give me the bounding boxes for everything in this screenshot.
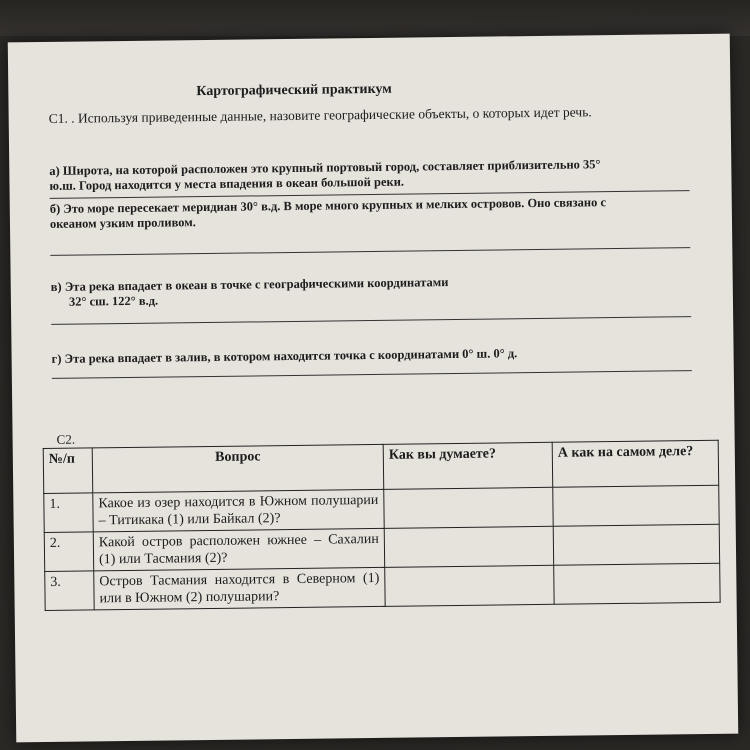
question-a-line2: ю.ш. Город находится у места впадения в океан большой реки. (49, 174, 405, 193)
question-c-line2: 32° сш. 122° в.д. (68, 293, 159, 309)
row-your-guess-cell[interactable] (385, 565, 554, 606)
row-question: Какое из озер находится в Южном полушарии – Титикака (1) или Байкал (2)? (93, 489, 384, 532)
question-d (52, 344, 702, 367)
header-number: №/п (43, 448, 93, 494)
worksheet-title: Картографический практикум (196, 81, 392, 100)
row-your-guess-cell[interactable] (384, 526, 553, 567)
row-actual-answer-cell[interactable] (553, 485, 719, 526)
question-c-line1: в) Эта река впадает в океан в точке с географическими координатами (50, 275, 449, 294)
row-number: 3. (45, 571, 94, 611)
row-actual-answer-cell[interactable] (554, 563, 720, 604)
question-b (50, 194, 700, 232)
question-b-line1: б) Это море пересекает меридиан 30° в.д. В море много крупных и мелких островов. Оно связано с (49, 195, 607, 216)
question-a (49, 156, 699, 194)
header-question: Вопрос (92, 444, 384, 493)
question-a-line1: а) Широта, на которой расположен это крупный портовый город, составляет приблизительно 35° (49, 157, 601, 178)
table-row (45, 563, 720, 610)
row-your-guess-cell[interactable] (384, 487, 553, 528)
answer-line-d[interactable] (52, 370, 692, 379)
question-d-line1: г) Эта река впадает в залив, в котором находится точка с координатами 0° ш. 0° д. (51, 346, 518, 366)
answer-line-c[interactable] (51, 316, 691, 325)
row-question: Какой остров расположен южнее – Сахалин (1) или Тасмания (2)? (93, 528, 384, 571)
task-c2-table (43, 440, 721, 611)
task-c1-intro: С1. . Используя приведенные данные, назовите географические объекты, о которых идет речь. (48, 104, 592, 126)
question-b-line2: океаном узким проливом. (49, 215, 196, 231)
row-actual-answer-cell[interactable] (553, 524, 719, 565)
worksheet-page (8, 34, 738, 743)
background-top (0, 0, 750, 36)
question-c (51, 272, 701, 310)
row-number: 2. (44, 532, 93, 572)
row-question: Остров Тасмания находится в Северном (1) или в Южном (2) полушарии? (94, 567, 385, 610)
header-your-guess: Как вы думаете? (383, 442, 553, 489)
row-number: 1. (44, 493, 93, 533)
answer-line-b[interactable] (50, 247, 690, 256)
header-actual-answer: А как на самом деле? (552, 440, 719, 487)
task-c2-label: С2. (56, 431, 76, 447)
